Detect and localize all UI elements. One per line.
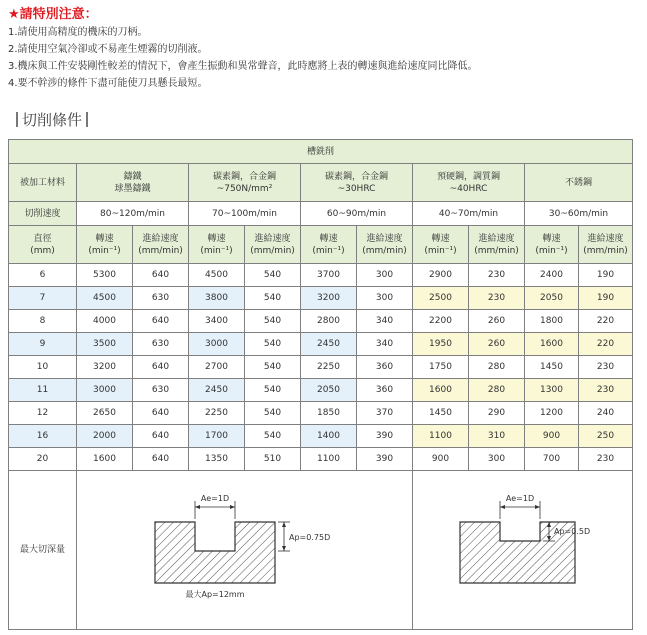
rpm-label: 轉速 <box>542 233 561 244</box>
material-cell <box>77 164 189 202</box>
rpm-cell: 1800 <box>525 310 579 333</box>
feed-cell: 390 <box>357 448 413 471</box>
diameter-cell: 9 <box>9 333 77 356</box>
cutting-conditions-table <box>8 139 633 630</box>
feed-cell: 510 <box>245 448 301 471</box>
feed-unit: (mm/min) <box>250 245 295 256</box>
feed-cell: 640 <box>133 448 189 471</box>
rpm-cell: 1350 <box>189 448 245 471</box>
table-row <box>9 310 633 333</box>
feed-cell: 540 <box>245 287 301 310</box>
feed-cell: 360 <box>357 356 413 379</box>
speed-value: 80~120m/min <box>77 202 189 226</box>
material-name: 鑄鐵 <box>123 171 142 182</box>
rpm-unit: (min⁻¹) <box>200 245 233 256</box>
rpm-cell: 1200 <box>525 402 579 425</box>
material-name: 不銹鋼 <box>565 177 593 188</box>
rpm-cell: 5300 <box>77 264 133 287</box>
rpm-cell: 2650 <box>77 402 133 425</box>
rpm-cell: 900 <box>525 425 579 448</box>
ap-label-right: Ap=0.5D <box>554 527 591 536</box>
rpm-cell: 1100 <box>301 448 357 471</box>
feed-cell: 250 <box>579 425 633 448</box>
rpm-cell: 3800 <box>189 287 245 310</box>
rpm-header <box>525 226 579 264</box>
ae-label-left: Ae=1D <box>200 494 229 503</box>
rpm-cell: 4000 <box>77 310 133 333</box>
ap-label-left: Ap=0.75D <box>288 533 330 542</box>
ae-label-right: Ae=1D <box>505 494 535 503</box>
material-cell <box>413 164 525 202</box>
rpm-cell: 2200 <box>413 310 469 333</box>
rpm-cell: 3500 <box>77 333 133 356</box>
feed-cell: 300 <box>357 264 413 287</box>
heading-bar-left <box>16 112 18 127</box>
diameter-cell: 6 <box>9 264 77 287</box>
rpm-cell: 3400 <box>189 310 245 333</box>
rpm-unit: (min⁻¹) <box>424 245 457 256</box>
rpm-header <box>301 226 357 264</box>
rpm-cell: 1750 <box>413 356 469 379</box>
feed-cell: 280 <box>469 379 525 402</box>
feed-cell: 540 <box>245 402 301 425</box>
feed-cell: 220 <box>579 310 633 333</box>
rpm-cell: 1300 <box>525 379 579 402</box>
feed-unit: (mm/min) <box>138 245 183 256</box>
rpm-cell: 1400 <box>301 425 357 448</box>
notice-line-4: 4.要不幹涉的條件下盡可能使刀具懸長最短。 <box>8 78 208 89</box>
diameter-cell: 7 <box>9 287 77 310</box>
material-spec: ~750N/mm² <box>216 183 273 194</box>
table-row <box>9 333 633 356</box>
feed-cell: 240 <box>579 402 633 425</box>
material-name: 碳素鋼，合金鋼 <box>324 171 388 182</box>
feed-cell: 640 <box>133 264 189 287</box>
rpm-cell: 2450 <box>301 333 357 356</box>
feed-cell: 630 <box>133 333 189 356</box>
diameter-cell: 11 <box>9 379 77 402</box>
feed-cell: 280 <box>469 356 525 379</box>
feed-cell: 230 <box>469 287 525 310</box>
material-row <box>9 164 633 202</box>
feed-cell: 540 <box>245 425 301 448</box>
depth-row <box>9 471 633 630</box>
rpm-cell: 1700 <box>189 425 245 448</box>
rpm-cell: 2250 <box>189 402 245 425</box>
feed-unit: (mm/min) <box>583 245 628 256</box>
notice-line-3: 3.機床與工件安裝剛性較差的情況下，會產生振動和異常聲音，此時應將上表的轉速與進給速度同比降低。 <box>8 61 478 72</box>
param-header-row <box>9 226 633 264</box>
rpm-cell: 3000 <box>189 333 245 356</box>
feed-label: 進給速度 <box>366 233 403 244</box>
rpm-cell: 2500 <box>413 287 469 310</box>
feed-label: 進給速度 <box>254 233 291 244</box>
feed-cell: 630 <box>133 379 189 402</box>
feed-cell: 310 <box>469 425 525 448</box>
material-cell <box>301 164 413 202</box>
rpm-unit: (min⁻¹) <box>88 245 121 256</box>
feed-cell: 630 <box>133 287 189 310</box>
material-name: 預硬鋼，調質鋼 <box>436 171 500 182</box>
rpm-cell: 4500 <box>189 264 245 287</box>
feed-cell: 290 <box>469 402 525 425</box>
rpm-cell: 3700 <box>301 264 357 287</box>
feed-label: 進給速度 <box>587 233 624 244</box>
feed-cell: 370 <box>357 402 413 425</box>
feed-cell: 230 <box>579 356 633 379</box>
diameter-cell: 20 <box>9 448 77 471</box>
depth-label: 最大切深量 <box>9 471 77 630</box>
rpm-cell: 3000 <box>77 379 133 402</box>
notice-line-1: 1.請使用高精度的機床的刀柄。 <box>8 27 148 38</box>
table-row <box>9 356 633 379</box>
feed-cell: 340 <box>357 333 413 356</box>
slot-diagram-right <box>415 471 633 625</box>
table-row <box>9 379 633 402</box>
feed-cell: 300 <box>469 448 525 471</box>
workpiece-left-shape <box>155 522 275 583</box>
table-row <box>9 448 633 471</box>
speed-row <box>9 202 633 226</box>
speed-value: 30~60m/min <box>525 202 633 226</box>
feed-cell: 390 <box>357 425 413 448</box>
diameter-cell: 16 <box>9 425 77 448</box>
material-cell <box>525 164 633 202</box>
rpm-cell: 1450 <box>525 356 579 379</box>
feed-cell: 260 <box>469 310 525 333</box>
feed-label: 進給速度 <box>142 233 179 244</box>
rpm-cell: 1950 <box>413 333 469 356</box>
rpm-cell: 2250 <box>301 356 357 379</box>
rpm-cell: 2800 <box>301 310 357 333</box>
diameter-cell: 10 <box>9 356 77 379</box>
rpm-cell: 1100 <box>413 425 469 448</box>
rpm-cell: 2900 <box>413 264 469 287</box>
material-spec: 球墨鑄鐵 <box>114 183 151 194</box>
diameter-header <box>9 226 77 264</box>
feed-cell: 300 <box>357 287 413 310</box>
feed-header <box>469 226 525 264</box>
feed-cell: 230 <box>579 448 633 471</box>
depth-diagram-right-cell <box>413 471 633 630</box>
depth-diagram-left-cell <box>77 471 413 630</box>
notice-line-2: 2.請使用空氣冷卻或不易產生煙霧的切削液。 <box>8 44 208 55</box>
max-ap-label: 最大Ap=12mm <box>184 590 245 599</box>
table-body <box>9 264 633 471</box>
feed-cell: 340 <box>357 310 413 333</box>
material-name: 碳素鋼，合金鋼 <box>212 171 276 182</box>
feed-cell: 640 <box>133 310 189 333</box>
rpm-cell: 1600 <box>413 379 469 402</box>
rpm-label: 轉速 <box>207 233 226 244</box>
section-title: 切削條件 <box>22 111 83 129</box>
notice-title: ★請特別注意： <box>8 7 98 22</box>
rpm-unit: (min⁻¹) <box>312 245 345 256</box>
diameter-cell: 8 <box>9 310 77 333</box>
feed-cell: 540 <box>245 310 301 333</box>
rpm-cell: 3200 <box>77 356 133 379</box>
feed-cell: 540 <box>245 379 301 402</box>
rpm-cell: 2450 <box>189 379 245 402</box>
rpm-header <box>189 226 245 264</box>
section-heading <box>12 109 92 131</box>
speed-value: 70~100m/min <box>189 202 301 226</box>
speed-value: 60~90m/min <box>301 202 413 226</box>
feed-label: 進給速度 <box>478 233 515 244</box>
slot-diagram-left <box>80 471 410 625</box>
material-spec: ~30HRC <box>337 183 376 194</box>
rpm-cell: 2000 <box>77 425 133 448</box>
feed-cell: 640 <box>133 402 189 425</box>
rpm-label: 轉速 <box>319 233 338 244</box>
feed-cell: 540 <box>245 264 301 287</box>
feed-cell: 360 <box>357 379 413 402</box>
feed-cell: 190 <box>579 264 633 287</box>
feed-cell: 220 <box>579 333 633 356</box>
material-spec: ~40HRC <box>449 183 488 194</box>
feed-cell: 640 <box>133 356 189 379</box>
rpm-cell: 2050 <box>525 287 579 310</box>
rpm-label: 轉速 <box>431 233 450 244</box>
feed-header <box>579 226 633 264</box>
feed-unit: (mm/min) <box>362 245 407 256</box>
feed-header <box>245 226 301 264</box>
rpm-unit: (min⁻¹) <box>535 245 568 256</box>
rpm-cell: 3200 <box>301 287 357 310</box>
feed-cell: 540 <box>245 333 301 356</box>
feed-unit: (mm/min) <box>474 245 519 256</box>
feed-cell: 640 <box>133 425 189 448</box>
material-cell <box>189 164 301 202</box>
speed-value: 40~70m/min <box>413 202 525 226</box>
rpm-cell: 700 <box>525 448 579 471</box>
notice-section <box>8 6 638 92</box>
rpm-label: 轉速 <box>95 233 114 244</box>
table-row <box>9 287 633 310</box>
heading-bar-right <box>86 112 88 127</box>
group-header: 槽銑削 <box>9 140 633 164</box>
rpm-cell: 2700 <box>189 356 245 379</box>
rpm-cell: 2400 <box>525 264 579 287</box>
rpm-cell: 1850 <box>301 402 357 425</box>
diameter-unit: (mm) <box>30 245 55 256</box>
rpm-header <box>77 226 133 264</box>
rpm-cell: 4500 <box>77 287 133 310</box>
rpm-cell: 1600 <box>525 333 579 356</box>
rpm-cell: 1600 <box>77 448 133 471</box>
feed-header <box>357 226 413 264</box>
table-row <box>9 402 633 425</box>
rpm-cell: 2050 <box>301 379 357 402</box>
rpm-cell: 1450 <box>413 402 469 425</box>
table-row <box>9 264 633 287</box>
rpm-cell: 900 <box>413 448 469 471</box>
table-row <box>9 425 633 448</box>
diameter-label: 直徑 <box>33 233 52 244</box>
group-header-row <box>9 140 633 164</box>
speed-label: 切削速度 <box>9 202 77 226</box>
rpm-header <box>413 226 469 264</box>
feed-cell: 260 <box>469 333 525 356</box>
feed-cell: 190 <box>579 287 633 310</box>
material-label: 被加工材料 <box>9 164 77 202</box>
feed-cell: 540 <box>245 356 301 379</box>
diameter-cell: 12 <box>9 402 77 425</box>
feed-cell: 230 <box>469 264 525 287</box>
feed-header <box>133 226 189 264</box>
feed-cell: 230 <box>579 379 633 402</box>
